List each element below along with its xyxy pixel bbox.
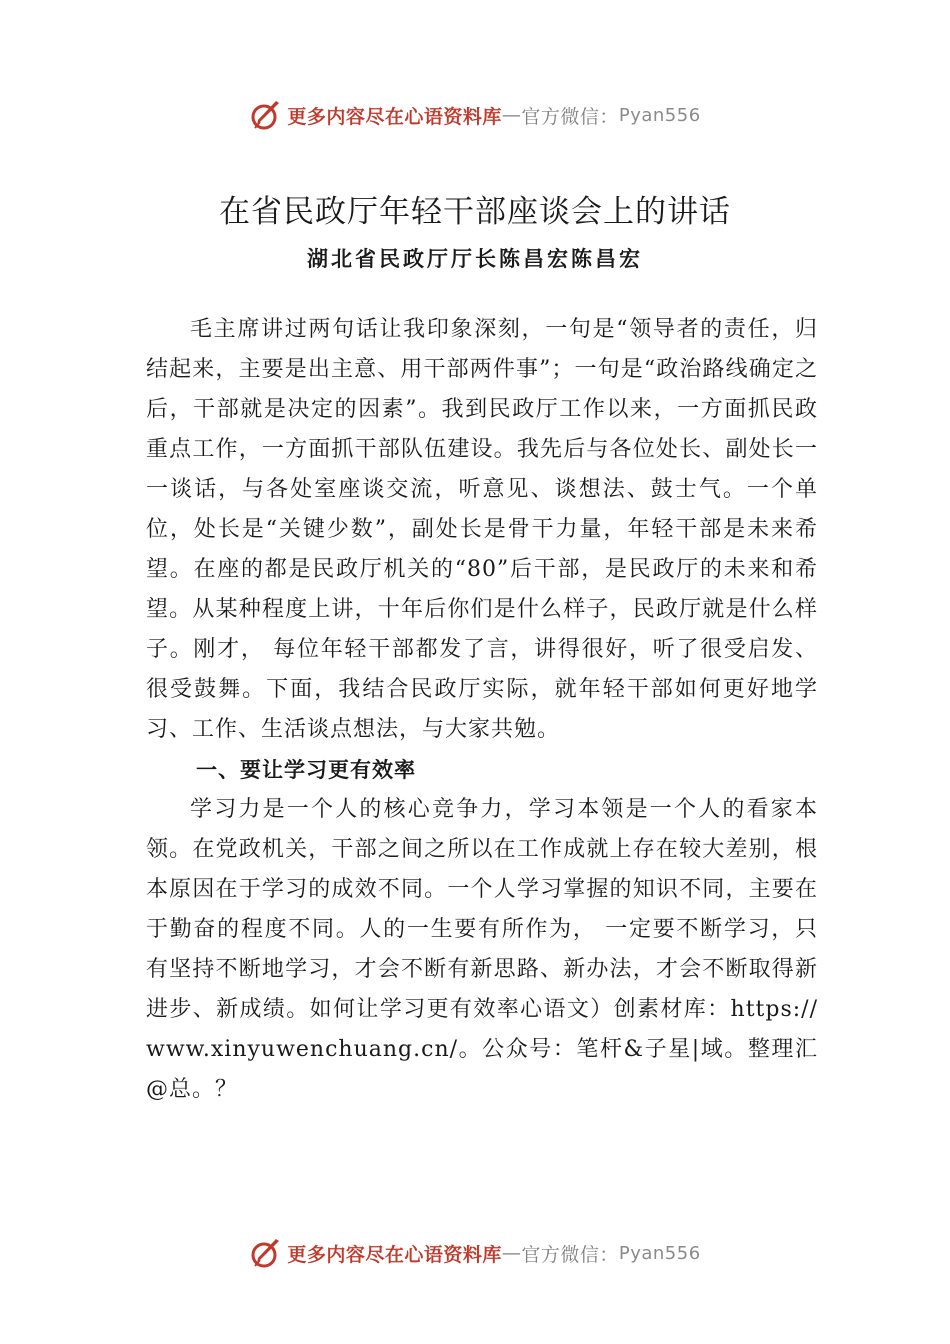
watermark-brand-text: 更多内容尽在心语资料库 — [287, 105, 502, 128]
document-title: 在省民政厅年轻干部座谈会上的讲话 — [219, 194, 731, 230]
watermark-brand-text: 更多内容尽在心语资料库 — [287, 1243, 502, 1266]
watermark-wechat-id: Pyan556 — [618, 1242, 701, 1264]
watermark-wechat-id: Pyan556 — [618, 104, 701, 126]
watermark-dash: — — [501, 1242, 522, 1264]
document-body — [146, 310, 818, 1110]
paragraph-learning: 学习力是一个人的核心竞争力，学习本领是一个人的看家本领。在党政机关，干部之间之所以在工作成就上存在较大差别，根本原因在于学习的成效不同。一个人学习掌握的知识不同，主要在于勤奋的程度不同。人的一生要有所作为， 一定要不断学习，只有坚持不断地学习，才会不断有新思路、新办法，才会不断取得新进步、新成绩。如何让学习更有效率心语文）创素材库：https://www.xinyuwenchuang.cn/。公众号：笔杆&子星|域。整理汇@总。？ — [146, 797, 818, 1102]
watermark-wechat-label: 官方微信： — [521, 105, 619, 128]
section-heading: 一、要让学习更有效率 — [196, 758, 416, 782]
document-subtitle: 湖北省民政厅厅长陈昌宏陈昌宏 — [307, 246, 643, 271]
quill-logo-icon — [249, 98, 283, 132]
paragraph-intro: 毛主席讲过两句话让我印象深刻，一句是“领导者的责任，归结起来，主要是出主意、用干部两件事”；一句是“政治路线确定之后，干部就是决定的因素”。我到民政厅工作以来，一方面抓民政重点工作，一方面抓干部队伍建设。我先后与各位处长、副处长一一谈话，与各处室座谈交流，听意见、谈想法、鼓士气。一个单位，处长是“关键少数”，副处长是骨干力量，年轻干部是未来希望。在座的都是民政厅机关的“80”后干部，是民政厅的未来和希望。从某种程度上讲，十年后你们是什么样子，民政厅就是什么样子。刚才， 每位年轻干部都发了言，讲得很好，听了很受启发、很受鼓舞。下面，我结合民政厅实际，就年轻干部如何更好地学习、工作、生活谈点想法，与大家共勉。 — [146, 317, 818, 742]
watermark-wechat-label: 官方微信： — [521, 1243, 619, 1266]
watermark-dash: — — [501, 104, 522, 126]
watermark-banner-top — [0, 93, 950, 137]
quill-logo-icon — [249, 1236, 283, 1270]
watermark-banner-bottom — [0, 1231, 950, 1275]
